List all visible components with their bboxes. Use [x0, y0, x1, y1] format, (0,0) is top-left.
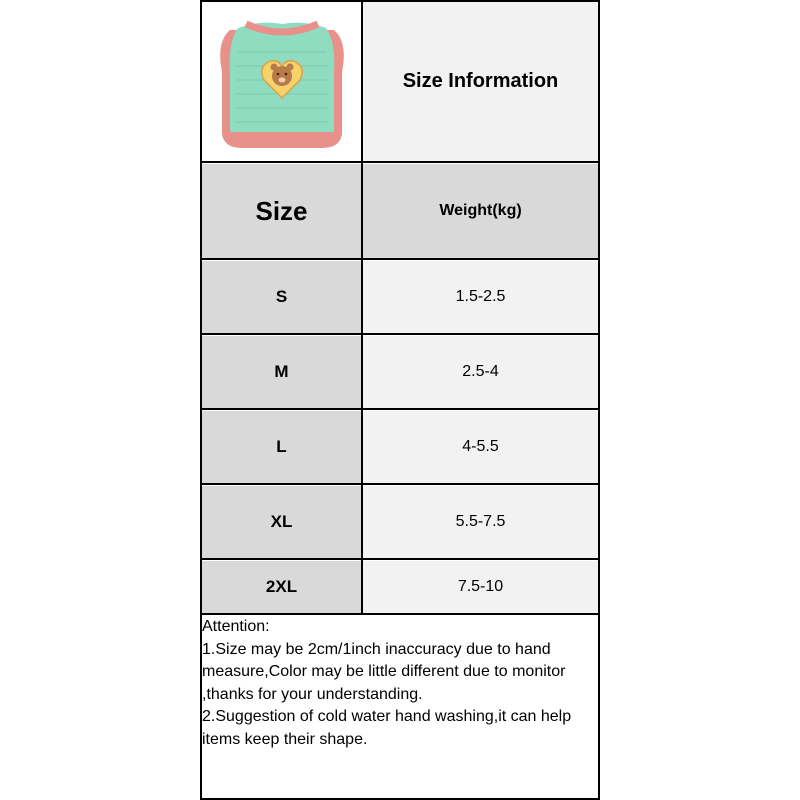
- table-row-weight-cell: [363, 411, 598, 483]
- table-row-size-cell: [202, 411, 361, 483]
- size-value: XL: [270, 512, 293, 531]
- attention-notes: Attention: 1.Size may be 2cm/1inch inaccuracy due to hand measure,Color may be little different due to monitor ,thanks for your understanding. 2.Suggestion of cold water hand washing,it can help items keep their shape.: [202, 618, 572, 748]
- row-divider: [200, 408, 600, 410]
- column-divider: [361, 0, 363, 613]
- size-value: S: [275, 287, 288, 306]
- weight-value: 1.5-2.5: [455, 288, 506, 305]
- row-divider: [200, 161, 600, 163]
- size-value: L: [276, 437, 287, 456]
- title-cell: [363, 2, 598, 161]
- table-border-top: [200, 0, 600, 2]
- table-row-size-cell: [202, 336, 361, 408]
- weight-value: 4-5.5: [462, 438, 499, 455]
- table-border-right: [598, 0, 600, 800]
- size-value: M: [274, 362, 289, 381]
- row-divider: [200, 258, 600, 260]
- table-row-weight-cell: [363, 336, 598, 408]
- row-divider: [200, 558, 600, 560]
- weight-value: 5.5-7.5: [455, 513, 506, 530]
- page-title: Size Information: [402, 70, 559, 92]
- weight-value: 7.5-10: [457, 578, 504, 595]
- table-row-size-cell: [202, 486, 361, 558]
- table-row-weight-cell: [363, 486, 598, 558]
- row-divider: [200, 333, 600, 335]
- size-column-header: [202, 164, 361, 258]
- table-row-size-cell: [202, 261, 361, 333]
- table-row-weight-cell: [363, 261, 598, 333]
- weight-value: 2.5-4: [462, 363, 499, 380]
- row-divider: [200, 613, 600, 615]
- size-chart: [200, 0, 600, 800]
- table-border-left: [200, 0, 202, 800]
- weight-column-header: [363, 164, 598, 258]
- size-header-label: Size: [255, 195, 308, 226]
- size-value: 2XL: [265, 577, 298, 596]
- pet-vest-icon: [202, 2, 361, 161]
- row-divider: [200, 483, 600, 485]
- weight-header-label: Weight(kg): [439, 202, 522, 219]
- table-row-size-cell: [202, 561, 361, 613]
- table-row-weight-cell: [363, 561, 598, 613]
- product-image: [202, 2, 361, 161]
